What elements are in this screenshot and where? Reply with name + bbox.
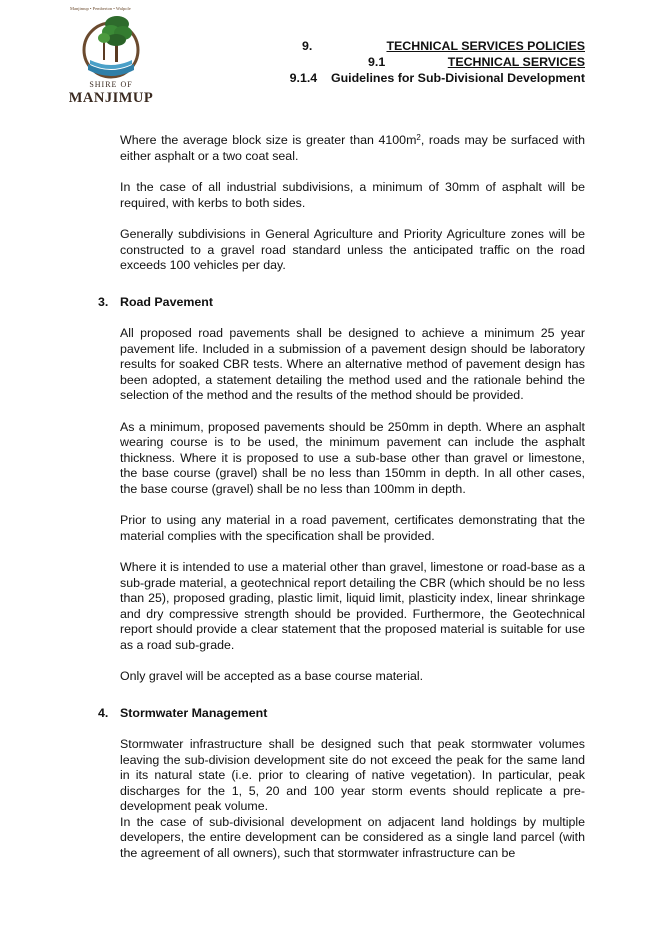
- paragraph-certificates: Prior to using any material in a road pavement, certificates demonstrating that the material complies with the specification shall be provided.: [120, 513, 585, 543]
- paragraph-subgrade: Where it is intended to use a material other than gravel, limestone or road-base as a sub-grade material, a geotechnical report detailing the CBR (which should be no less than 25), proposed grading, plastic limit, liquid limit, plasticity index, linear shrinkage and dry compressive strength should be provided. Furthermore, the Geotechnical report should provide a clear statement that the proposed material is suitable for use as a road sub-grade.: [120, 560, 585, 652]
- header-title-1: TECHNICAL SERVICES POLICIES: [386, 39, 585, 53]
- header-title-2: TECHNICAL SERVICES: [447, 55, 585, 69]
- paragraph-pavement-depth: As a minimum, proposed pavements should be 250mm in depth. Where an asphalt wearing course is to be used, the minimum pavement can include the asphalt thickness. Where it is proposed to use a sub-base other than gravel or limestone, the base course (gravel) shall be no less than 150mm in depth. In all other cases, the base course (gravel) shall be no less than 100mm in depth.: [120, 419, 585, 496]
- section-heading-stormwater: [98, 705, 585, 722]
- paragraph-stormwater-design: Stormwater infrastructure shall be designed such that peak stormwater volumes leaving the sub-division development site do not exceed the peak for the same land in its natural state (i.e. prior to clearing of native vegetation). In particular, peak discharges for the 1, 5, 20 and 100 year storm events should replicate a pre-development peak volume.: [120, 737, 585, 813]
- section-heading-road-pavement: [98, 294, 585, 311]
- logo-name: MANJIMUP: [68, 90, 154, 106]
- paragraph-block-size: Where the average block size is greater than $4100m^2$, roads may be surfaced with either asphalt or a two coat seal.: [120, 133, 585, 163]
- logo-emblem-icon: [70, 6, 152, 82]
- header-number-2: 9.1: [368, 55, 386, 69]
- shire-logo: [68, 6, 154, 110]
- paragraph-multiple-developers: In the case of sub-divisional development on adjacent land holdings by multiple developers, the entire development can be considered as a single land parcel (with the agreement of all owners), such that stormwater infrastructure can be: [120, 814, 585, 860]
- paragraph-agriculture: Generally subdivisions in General Agriculture and Priority Agriculture zones will be constructed to a gravel road standard unless the anticipated traffic on the road exceeds 100 vehicles per day.: [120, 227, 585, 272]
- section-number: 4.: [98, 705, 109, 720]
- section-title: Stormwater Management: [120, 705, 268, 720]
- paragraph-base-course: Only gravel will be accepted as a base course material.: [120, 669, 424, 683]
- header-number-1: 9.: [302, 39, 313, 53]
- logo-shire-of: SHIRE OF: [89, 80, 133, 89]
- paragraph-pavement-design: All proposed road pavements shall be designed to achieve a minimum 25 year pavement life. Included in a submission of a pavement design should be laboratory results for soaked CBR tests. Where an alternative method of pavement design has been adopted, a statement detailing the method used and the rationale behind the selection of the method and the results of the method should be provided.: [120, 326, 585, 402]
- paragraph-industrial: In the case of all industrial subdivisions, a minimum of 30mm of asphalt will be required, with kerbs to both sides.: [120, 180, 585, 210]
- section-number: 3.: [98, 294, 109, 309]
- logo-ring-text: Manjimup • Pemberton • Walpole: [70, 6, 131, 11]
- document-body: [98, 133, 585, 861]
- header-title-3: 9.1.4 Guidelines for Sub-Divisional Development: [289, 71, 585, 85]
- section-title: Road Pavement: [120, 294, 213, 309]
